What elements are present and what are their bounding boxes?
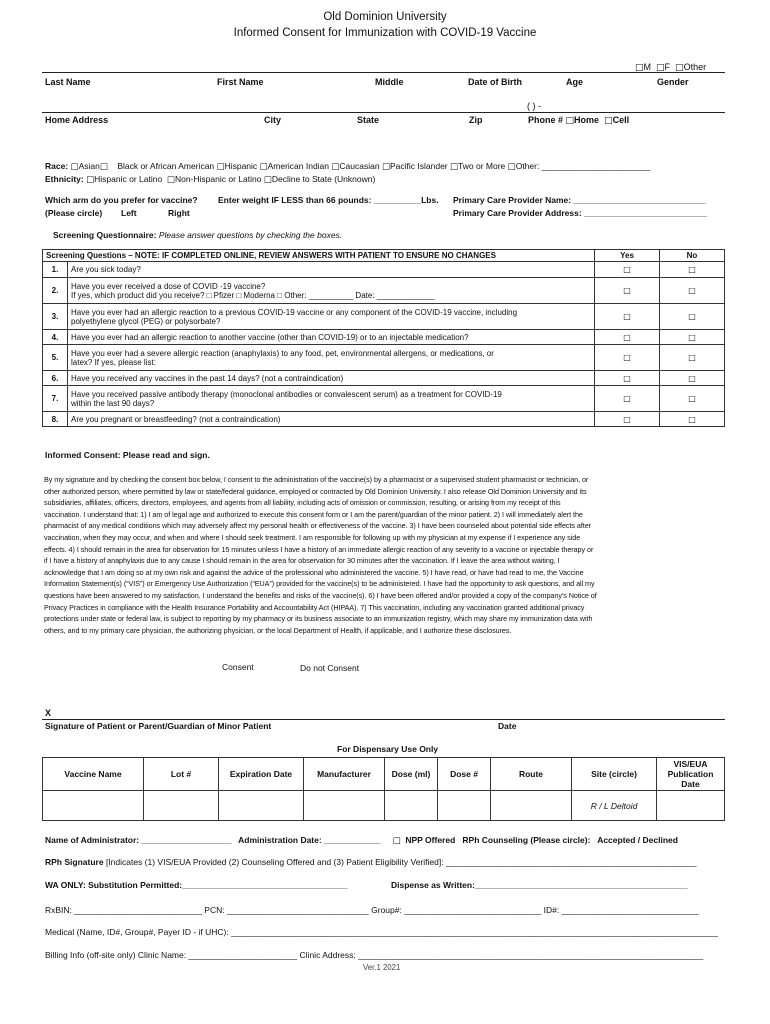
dispensary-table <box>42 757 725 821</box>
signature-date-label: Date <box>498 721 517 731</box>
checkbox-race[interactable]: □ <box>70 162 79 172</box>
arm-question: Which arm do you prefer for vaccine? <box>45 195 198 205</box>
table-row: 3. Have you ever had an allergic reaction to a previous COVID-19 vaccine or any component of the COVID-19 vaccine, including polyethylene glycol (PEG) or polysorbate? □ □ <box>43 304 725 330</box>
arm-right[interactable]: Right <box>168 208 190 218</box>
col-vis-date: VIS/EUA Publication Date <box>657 758 725 791</box>
yes-checkbox[interactable]: □ <box>595 412 660 427</box>
npp-label: NPP Offered <box>405 835 456 845</box>
checkbox-female[interactable]: □ <box>656 63 665 73</box>
no-checkbox[interactable]: □ <box>660 304 725 330</box>
table-row: 6. Have you received any vaccines in the past 14 days? (not a contraindication) □ □ <box>43 371 725 386</box>
race-label: Race: <box>45 161 69 171</box>
form-title: Informed Consent for Immunization with COVID-19 Vaccine <box>233 27 537 39</box>
weight-field[interactable]: Enter weight IF LESS than 66 pounds: __________Lbs. <box>218 195 439 205</box>
consent-option[interactable]: Consent <box>222 662 254 672</box>
admin-row <box>45 835 678 846</box>
gender-label: Gender <box>657 77 689 87</box>
cell-manufacturer[interactable] <box>304 791 385 821</box>
yes-checkbox[interactable]: □ <box>595 371 660 386</box>
city-label: City <box>264 115 282 125</box>
col-site: Site (circle) <box>572 758 657 791</box>
cell-lot[interactable] <box>144 791 219 821</box>
question-text: Have you received any vaccines in the past 14 days? (not a contraindication) <box>68 371 595 386</box>
version-label: Ver.1 2021 <box>363 963 401 972</box>
screening-title: Screening Questionnaire: Please answer questions by checking the boxes. <box>53 230 343 240</box>
screening-header: Screening Questions – NOTE: IF COMPLETED ONLINE, REVIEW ANSWERS WITH PATIENT TO ENSURE NO CHANGES <box>43 250 595 262</box>
row2-line[interactable] <box>42 112 725 113</box>
phone-paren: ( ) - <box>527 101 541 111</box>
checkbox-home[interactable]: □ <box>565 116 575 126</box>
col-lot: Lot # <box>144 758 219 791</box>
billing-row[interactable]: Billing Info (off-site only) Clinic Name: _______________________ Clinic Address: _________________________________________________________________________ <box>45 950 704 960</box>
signature-x: X <box>45 708 52 718</box>
cell-vaccine-name[interactable] <box>43 791 144 821</box>
question-text: Are you pregnant or breastfeeding? (not a contraindication) <box>68 412 595 427</box>
no-checkbox[interactable]: □ <box>660 330 725 345</box>
row1-line[interactable] <box>42 72 725 73</box>
rph-signature-text: [Indicates (1) VIS/EUA Provided (2) Counseling Offered and (3) Patient Eligibility Verified]: _____________________________________________________ <box>105 857 697 867</box>
cell-vis-date[interactable] <box>657 791 725 821</box>
cell-dose-num[interactable] <box>438 791 491 821</box>
cell-dose-ml[interactable] <box>385 791 438 821</box>
checkbox-cell[interactable]: □ <box>604 116 613 126</box>
do-not-consent-option[interactable]: Do not Consent <box>300 663 360 673</box>
checkbox-race[interactable]: □ <box>331 162 340 172</box>
arm-circle: (Please circle) <box>45 208 103 218</box>
no-checkbox[interactable]: □ <box>660 345 725 371</box>
col-dose-num: Dose # <box>438 758 491 791</box>
cell-site[interactable]: R / L Deltoid <box>572 791 657 821</box>
rxbin-row[interactable]: RxBIN: ___________________________ PCN: ______________________________ Group#: _____________________________ ID#: _____________________________ <box>45 905 699 915</box>
rph-counseling-label: RPh Counseling (Please circle): <box>462 835 591 845</box>
accepted-declined[interactable]: Accepted / Declined <box>597 835 678 845</box>
question-text: Have you ever had an allergic reaction to another vaccine (other than COVID-19) or to an injectable medication? <box>68 330 595 345</box>
first-name-label: First Name <box>217 77 264 87</box>
phone-label: Phone # <box>528 115 564 125</box>
pcp-name-field[interactable]: Primary Care Provider Name: ____________________________ <box>453 195 706 205</box>
no-checkbox[interactable]: □ <box>660 412 725 427</box>
gender-options: □M □F □Other <box>635 62 707 73</box>
checkbox-ethnicity[interactable]: □ <box>263 175 272 185</box>
yes-checkbox[interactable]: □ <box>595 304 660 330</box>
checkbox-race[interactable]: □ <box>450 162 459 172</box>
table-row: 2. Have you ever received a dose of COVID -19 vaccine? If yes, which product did you receive? □ Pfizer □ Moderna □ Other: __________ Date: _____________ □ □ <box>43 278 725 304</box>
medical-row[interactable]: Medical (Name, ID#, Group#, Payer ID - if UHC): _______________________________________________________________________________________________________ <box>45 927 719 937</box>
yes-checkbox[interactable]: □ <box>595 386 660 412</box>
checkbox-race[interactable]: □ <box>216 162 225 172</box>
no-checkbox[interactable]: □ <box>660 371 725 386</box>
state-label: State <box>357 115 380 125</box>
checkbox-race[interactable]: □ <box>259 162 268 172</box>
col-route: Route <box>491 758 572 791</box>
ethnicity-row: Ethnicity: □Hispanic or Latino □Non-Hispanic or Latino □Decline to State (Unknown) <box>45 174 376 185</box>
checkbox-race[interactable]: □ <box>99 162 108 172</box>
cell-route[interactable] <box>491 791 572 821</box>
ethnicity-label: Ethnicity: <box>45 174 84 184</box>
yes-checkbox[interactable]: □ <box>595 278 660 304</box>
screening-table <box>42 249 725 427</box>
dob-label: Date of Birth <box>468 77 522 87</box>
checkbox-male[interactable]: □ <box>635 63 644 73</box>
no-checkbox[interactable]: □ <box>660 278 725 304</box>
phone-group: Phone # □Home □Cell <box>528 115 630 126</box>
table-row: 5. Have you ever had a severe allergic reaction (anaphylaxis) to any food, pet, environmental allergens, or medications, or latex? If yes, please list: □ □ <box>43 345 725 371</box>
checkbox-ethnicity[interactable]: □ <box>86 175 95 185</box>
no-checkbox[interactable]: □ <box>660 262 725 278</box>
age-label: Age <box>566 77 584 87</box>
administrator-name-field[interactable]: Name of Administrator: ___________________ <box>45 835 232 845</box>
checkbox-other[interactable]: □ <box>675 63 684 73</box>
last-name-label: Last Name <box>45 77 91 87</box>
administration-date-field[interactable]: Administration Date: ____________ <box>238 835 381 845</box>
question-text: Have you ever had an allergic reaction to a previous COVID-19 vaccine or any component of the COVID-19 vaccine, including polyethylene glycol (PEG) or polysorbate? <box>68 304 595 330</box>
consent-paragraph: By my signature and by checking the consent box below, I consent to the administration of the vaccine(s) by a pharmacist or a supervised student pharmacist or technician, or other authorized person, where permitted by law or state/federal guidance, employed or contracted by Old Dominion University. I also release Old Dominion University and its subsidiaries, affiliates, officers, directors, employees, and agents from all liability, including acts of omission or commission, resulting, or arising from my receipt of this vaccination. I understand that: 1) I am of legal age and authorized to execute this consent form or I am the parent/guardian of the minor patient. 2) I will immediately alert the pharmacist of any medical conditions which may adversely affect my personal health or effectiveness of the vaccine. 3) I have been counseled about potential side effects after vaccination, when they may occur, and when and where I should seek treatment. I am responsible for following up with my physician at my expense if I experience any side effects. 4) I should remain in the area for observation for 15 minutes unless I have a history of an immediate allergic reaction of any severity to a vaccine or injectable therapy or if I have a history of anaphylaxis due to any cause I should remain in the area for observation for 30 minutes after the vaccination. If I leave the area without waiting, I acknowledge that I am doing so at my own risk and against the advice of the professional who administered the vaccine. 5) I have read, or have had read to me, the Vaccine Information Statement(s) (“VIS”) or Emergency Use Authorization (“EUA”) provided for the vaccine(s) to be administered. I have had the opportunity to ask questions, and all my questions have been answered to my satisfaction. I understand the benefits and risks of the vaccine(s). 6) I have been offered and/or provided a copy of the company’s Notice of Privacy Practices in compliance with the Health Insurance Portability and Accountability Act (HIPAA). 7) This vaccination, including any vaccination granted additional privacy protections under state or federal law, is subject to reporting by my pharmacy or its business associate to an immunization registry, which may share my immunization data with others, and to my primary care physician, the authorizing physician, or the local Department of Health, if applicable, and I authorize these disclosures. <box>44 475 597 635</box>
yes-checkbox[interactable]: □ <box>595 330 660 345</box>
question-text: Have you received passive antibody therapy (monoclonal antibodies or convalescent serum) as a treatment for COVID-19 within the last 90 days? <box>68 386 595 412</box>
dispensary-title: For Dispensary Use Only <box>337 744 439 754</box>
consent-heading: Informed Consent: Please read and sign. <box>45 450 210 460</box>
question-text: Are you sick today? <box>68 262 595 278</box>
org-name: Old Dominion University <box>323 11 447 23</box>
arm-left[interactable]: Left <box>121 208 137 218</box>
signature-label: Signature of Patient or Parent/Guardian of Minor Patient <box>45 721 272 731</box>
yes-checkbox[interactable]: □ <box>595 262 660 278</box>
checkbox-race[interactable]: □ <box>507 162 516 172</box>
checkbox-race[interactable]: □ <box>381 162 390 172</box>
question-text: Have you ever received a dose of COVID -19 vaccine? If yes, which product did you receive? □ Pfizer □ Moderna □ Other: __________ Date: _____________ <box>68 278 595 304</box>
table-row: 1. Are you sick today? □ □ <box>43 262 725 278</box>
signature-line[interactable] <box>42 719 725 720</box>
col-manufacturer: Manufacturer <box>304 758 385 791</box>
yes-header: Yes <box>595 250 660 262</box>
checkbox-ethnicity[interactable]: □ <box>166 175 175 185</box>
middle-label: Middle <box>375 77 404 87</box>
home-address-label: Home Address <box>45 115 109 125</box>
wa-substitution-field[interactable]: WA ONLY: Substitution Permitted:___________________________________ <box>45 880 348 890</box>
no-header: No <box>660 250 725 262</box>
cell-expiration[interactable] <box>219 791 304 821</box>
rph-signature-label: RPh Signature <box>45 857 104 867</box>
question-text: Have you ever had a severe allergic reaction (anaphylaxis) to any food, pet, environmental allergens, or medications, or latex? If yes, please list: <box>68 345 595 371</box>
yes-checkbox[interactable]: □ <box>595 345 660 371</box>
rph-signature-row[interactable] <box>45 857 697 867</box>
table-row: 7. Have you received passive antibody therapy (monoclonal antibodies or convalescent serum) as a treatment for COVID-19 within the last 90 days? □ □ <box>43 386 725 412</box>
pcp-address-field[interactable]: Primary Care Provider Address: __________________________ <box>453 208 707 218</box>
no-checkbox[interactable]: □ <box>660 386 725 412</box>
table-row: 8. Are you pregnant or breastfeeding? (not a contraindication) □ □ <box>43 412 725 427</box>
col-dose-ml: Dose (ml) <box>385 758 438 791</box>
col-vaccine-name: Vaccine Name <box>43 758 144 791</box>
table-row: 4. Have you ever had an allergic reaction to another vaccine (other than COVID-19) or to an injectable medication? □ □ <box>43 330 725 345</box>
npp-checkbox[interactable]: □ <box>392 836 401 846</box>
zip-label: Zip <box>469 115 483 125</box>
race-row: Race: □Asian□ Black or African American □Hispanic □American Indian □Caucasian □Pacific Islander □Two or More □Other: _______________________ <box>45 161 651 172</box>
dispense-written-field[interactable]: Dispense as Written:_____________________________________________ <box>391 880 688 890</box>
col-expiration: Expiration Date <box>219 758 304 791</box>
